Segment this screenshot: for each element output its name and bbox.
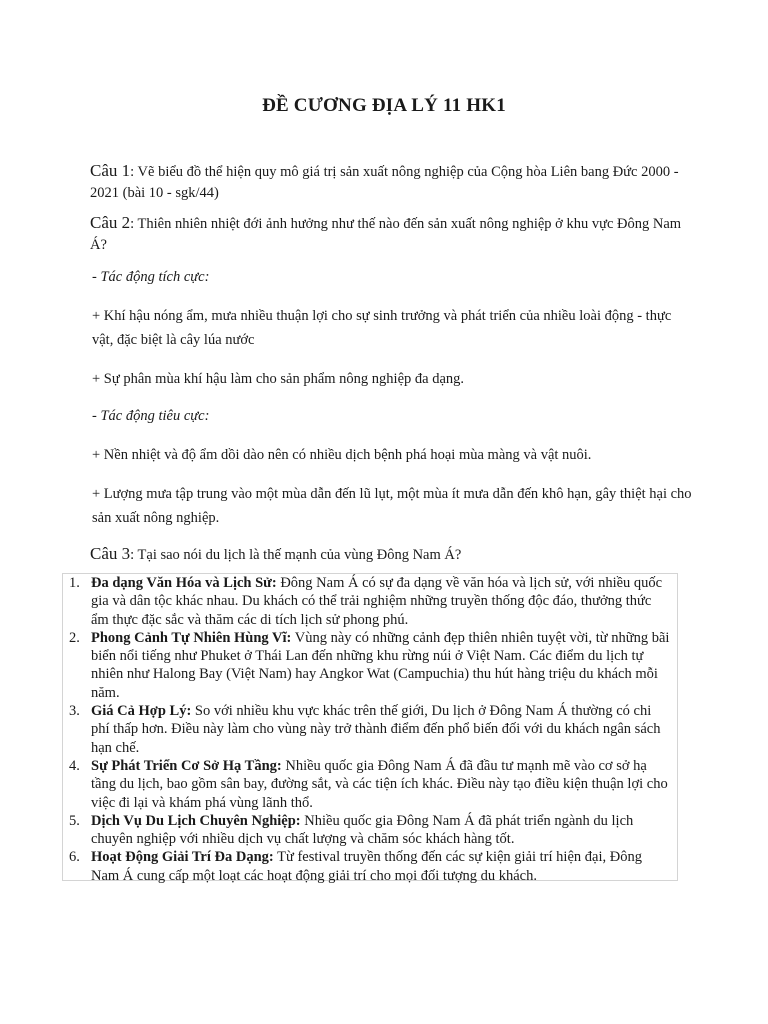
question-1 (90, 160, 690, 204)
list-item-text: So với nhiều khu vực khác trên thế giới, Du lịch ở Đông Nam Á thường có chi phí thấp hơn. Điều này làm cho vùng này trở thành điểm đến phổ biến đối với du khách ngân sách hạn chế. (91, 703, 661, 756)
list-item-heading: Đa dạng Văn Hóa và Lịch Sử: (91, 575, 277, 591)
list-item-heading: Sự Phát Triển Cơ Sở Hạ Tầng: (91, 757, 282, 774)
question-2 (90, 212, 690, 256)
positive-impact-2: + Sự phân mùa khí hậu làm cho sản phẩm nông nghiệp đa dạng. (92, 371, 465, 387)
question-3-label: Câu 3 (90, 544, 131, 563)
question-1-text: : Vẽ biểu đồ thể hiện quy mô giá trị sản xuất nông nghiệp của Cộng hòa Liên bang Đức 2000 - 2021 (bài 10 - sgk/44) (90, 164, 679, 201)
list-item-heading: Giá Cả Hợp Lý: (91, 703, 192, 720)
list-item: 1. Đa dạng Văn Hóa và Lịch Sử: Đông Nam Á có sự đa dạng về văn hóa và lịch sử, với nhiều quốc gia và dân tộc khác nhau. Du khách có thể trải nghiệm những truyền thống độc đáo, thưởng thức ẩm thực đặc sắc và thăm các di tích lịch sử phong phú. (69, 575, 663, 628)
question-2-text: : Thiên nhiên nhiệt đới ảnh hưởng như thế nào đến sản xuất nông nghiệp ở khu vực Đông Nam Á? (90, 216, 682, 253)
list-item-heading: Dịch Vụ Du Lịch Chuyên Nghiệp: (91, 812, 301, 829)
list-item-text: Đông Nam Á có sự đa dạng về văn hóa và lịch sử, với nhiều quốc gia và dân tộc khác nhau. Du khách có thể trải nghiệm những truyền thống độc đáo, thưởng thức ẩm thực đặc sắc và thăm các di tích lịch sử phong phú. (91, 575, 663, 628)
list-item-heading: Hoạt Động Giải Trí Đa Dạng: (91, 849, 274, 866)
list-item: 6. Hoạt Động Giải Trí Đa Dạng: Từ festival truyền thống đến các sự kiện giải trí hiện đại, Đông Nam Á cung cấp một loạt các hoạt động giải trí cho mọi đối tượng du khách. (69, 849, 642, 884)
list-item: 4. Sự Phát Triển Cơ Sở Hạ Tầng: Nhiều quốc gia Đông Nam Á đã đầu tư mạnh mẽ vào cơ sở hạ tầng du lịch, bao gồm sân bay, đường sắt, và các tiện ích khác. Điều này tạo điều kiện thuận lợi cho việc đi lại và khám phá vùng lãnh thổ. (69, 757, 668, 811)
positive-impact-heading: - Tác động tích cực: (92, 269, 210, 285)
question-2-label: Câu 2 (90, 213, 131, 232)
reasons-list-box (62, 573, 678, 884)
list-item-text: Từ festival truyền thống đến các sự kiện giải trí hiện đại, Đông Nam Á cung cấp một loạt các hoạt động giải trí cho mọi đối tượng du khách. (91, 849, 642, 884)
negative-impact-1: + Nền nhiệt và độ ẩm dồi dào nên có nhiều dịch bệnh phá hoại mùa màng và vật nuôi. (92, 447, 592, 463)
question-3-text: : Tại sao nói du lịch là thế mạnh của vùng Đông Nam Á? (130, 547, 462, 563)
list-item: 2. Phong Cảnh Tự Nhiên Hùng Vĩ: Vùng này có những cảnh đẹp thiên nhiên tuyệt vời, từ những bãi biển nổi tiếng như Phuket ở Thái Lan đến những khu rừng núi ở Việt Nam. Các điểm du lịch tự nhiên như Halong Bay (Việt Nam) hay Angkor Wat (Campuchia) thu hút hàng triệu du khách mỗi năm. (69, 629, 670, 701)
question-3 (90, 543, 690, 566)
list-item: 3. Giá Cả Hợp Lý: So với nhiều khu vực khác trên thế giới, Du lịch ở Đông Nam Á thường có chi phí thấp hơn. Điều này làm cho vùng này trở thành điểm đến phổ biến đối với du khách ngân sách hạn chế. (69, 703, 661, 756)
document-title: ĐỀ CƯƠNG ĐỊA LÝ 11 HK1 (262, 95, 506, 116)
list-item-text: Vùng này có những cảnh đẹp thiên nhiên tuyệt vời, từ những bãi biển nổi tiếng như Phuket ở Thái Lan đến những khu rừng núi ở Việt Nam. Các điểm du lịch tự nhiên như Halong Bay (Việt Nam) hay Angkor Wat (Campuchia) thu hút hàng triệu du khách mỗi năm. (91, 629, 670, 701)
positive-impact-1: + Khí hậu nóng ẩm, mưa nhiều thuận lợi cho sự sinh trưởng và phát triển của nhiều loài động - thực vật, đặc biệt là cây lúa nước (92, 308, 672, 348)
list-item-text: Nhiều quốc gia Đông Nam Á đã phát triển ngành du lịch chuyên nghiệp với nhiều dịch vụ chất lượng và chăm sóc khách hàng tốt. (91, 812, 634, 848)
list-item-heading: Phong Cảnh Tự Nhiên Hùng Vĩ: (91, 629, 292, 646)
list-item-text: Nhiều quốc gia Đông Nam Á đã đầu tư mạnh mẽ vào cơ sở hạ tầng du lịch, bao gồm sân bay, đường sắt, và các tiện ích khác. Điều này tạo điều kiện thuận lợi cho việc đi lại và khám phá vùng lãnh thổ. (91, 757, 668, 811)
negative-impact-heading: - Tác động tiêu cực: (92, 408, 210, 424)
question-1-label: Câu 1 (90, 161, 131, 180)
list-item: 5. Dịch Vụ Du Lịch Chuyên Nghiệp: Nhiều quốc gia Đông Nam Á đã phát triển ngành du lịch chuyên nghiệp với nhiều dịch vụ chất lượng và chăm sóc khách hàng tốt. (69, 812, 634, 848)
negative-impact-2: + Lượng mưa tập trung vào một mùa dẫn đến lũ lụt, một mùa ít mưa dẫn đến khô hạn, gây thiệt hại cho sản xuất nông nghiệp. (92, 486, 692, 526)
reasons-list (63, 574, 677, 885)
